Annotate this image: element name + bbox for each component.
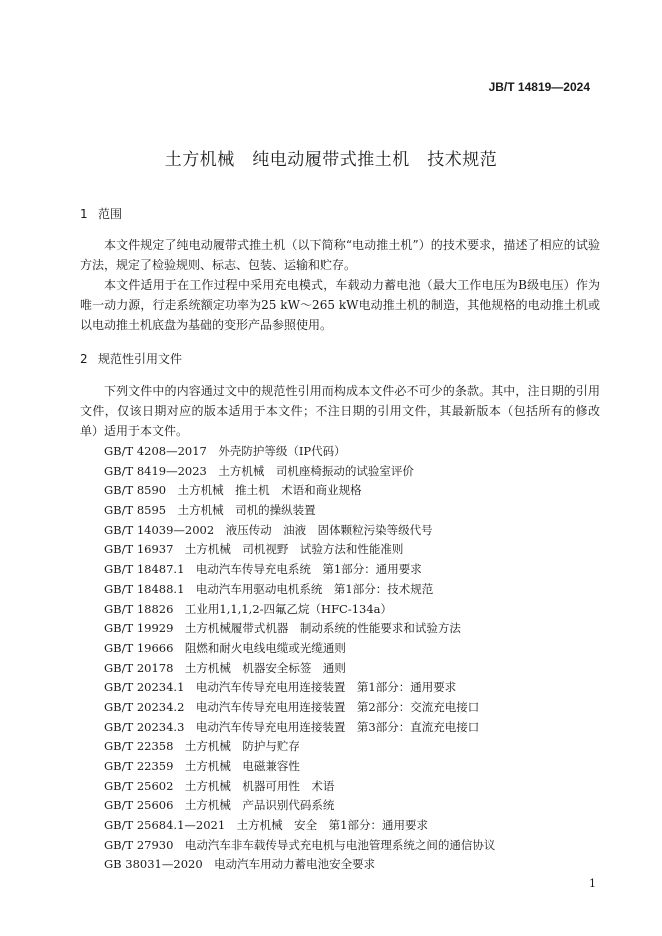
section-1-title: 范围	[98, 207, 123, 221]
section-1-heading	[80, 205, 122, 222]
reference-item: GB/T 22359 土方机械 电磁兼容性	[104, 759, 300, 773]
section-2-title: 规范性引用文件	[98, 352, 183, 366]
document-title: 土方机械 纯电动履带式推土机 技术规范	[164, 150, 498, 170]
reference-item: GB 38031—2020 电动汽车用动力蓄电池安全要求	[104, 857, 376, 872]
reference-item: GB/T 19929 土方机械履带式机器 制动系统的性能要求和试验方法	[104, 621, 461, 636]
reference-item: GB/T 16937 土方机械 司机视野 试验方法和性能准则	[104, 542, 404, 557]
document-number: JB/T 14819—2024	[488, 80, 590, 94]
reference-item: GB/T 19666 阻燃和耐火电线电缆或光缆通则	[104, 640, 346, 655]
reference-item: GB/T 18487.1 电动汽车传导充电系统 第1部分：通用要求	[104, 562, 422, 577]
section-1-paragraph-1: 本文件规定了纯电动履带式推土机（以下简称“电动推土机”）的技术要求，描述了相应的试验方法，规定了检验规则、标志、包装、运输和贮存。	[80, 238, 600, 272]
reference-item: GB/T 14039—2002 液压传动 油液 固体颗粒污染等级代号	[104, 522, 433, 537]
section-1-number: 1	[80, 207, 88, 221]
reference-item: GB/T 20234.3 电动汽车传导充电用连接装置 第3部分：直流充电接口	[104, 719, 480, 734]
reference-item: GB/T 8419—2023 土方机械 司机座椅振动的试验室评价	[104, 463, 414, 478]
page-number: 1	[589, 877, 596, 890]
section-2-heading	[80, 350, 182, 367]
section-2-intro: 下列文件中的内容通过文中的规范性引用而构成本文件必不可少的条款。其中，注日期的引用文件，仅该日期对应的版本适用于本文件；不注日期的引用文件，其最新版本（包括所有的修改单）适用于本文件。	[80, 384, 600, 438]
reference-item: GB/T 25602 土方机械 机器可用性 术语	[104, 778, 335, 793]
reference-item: GB/T 8595 土方机械 司机的操纵装置	[104, 503, 316, 518]
reference-item: GB/T 18826 工业用1,1,1,2-四氟乙烷（HFC-134a）	[104, 601, 393, 616]
reference-item: GB/T 18488.1 电动汽车用驱动电机系统 第1部分：技术规范	[104, 581, 434, 596]
reference-item: GB/T 25684.1—2021 土方机械 安全 第1部分：通用要求	[104, 818, 428, 833]
section-1-paragraph-2: 本文件适用于在工作过程中采用充电模式，车载动力蓄电池（最大工作电压为B级电压）作为唯一动力源，行走系统额定功率为25 kW～265 kW电动推土机的制造，其他规格的电动推土机或以电动推土机底盘为基础的变形产品参照使用。	[80, 278, 600, 332]
reference-item: GB/T 20234.1 电动汽车传导充电用连接装置 第1部分：通用要求	[104, 680, 457, 695]
reference-item: GB/T 25606 土方机械 产品识别代码系统	[104, 798, 335, 813]
reference-item: GB/T 8590 土方机械 推土机 术语和商业规格	[104, 483, 362, 498]
reference-item: GB/T 20178 土方机械 机器安全标签 通则	[104, 660, 346, 675]
reference-item: GB/T 4208—2017 外壳防护等级（IP代码）	[104, 444, 346, 458]
section-2-number: 2	[80, 352, 88, 366]
reference-item: GB/T 22358 土方机械 防护与贮存	[104, 739, 300, 754]
reference-list	[104, 442, 495, 875]
reference-item: GB/T 20234.2 电动汽车传导充电用连接装置 第2部分：交流充电接口	[104, 699, 480, 714]
reference-item: GB/T 27930 电动汽车非车载传导式充电机与电池管理系统之间的通信协议	[104, 837, 496, 852]
